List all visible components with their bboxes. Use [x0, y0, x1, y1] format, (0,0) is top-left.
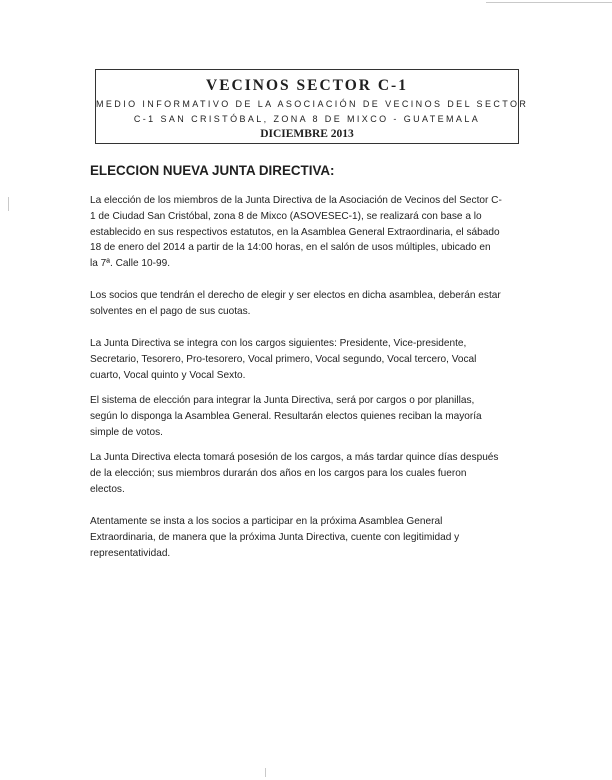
paragraph-line: electos.: [90, 483, 125, 495]
paragraph-line: establecido en sus respectivos estatutos, en la Asamblea General Extraordinaria, el sábado: [90, 226, 500, 238]
paragraph-line: 18 de enero del 2014 a partir de la 14:00 horas, en el salón de usos múltiples, ubicado en: [90, 242, 491, 254]
masthead-title: VECINOS SECTOR C-1: [206, 77, 408, 94]
paragraph-line: simple de votos.: [90, 426, 163, 438]
masthead-box: [95, 69, 529, 144]
paragraph: [90, 393, 536, 440]
paragraph-line: Atentamente se insta a los socios a participar en la próxima Asamblea General: [90, 516, 443, 527]
masthead-date: DICIEMBRE 2013: [260, 128, 354, 140]
paragraph-line: El sistema de elección para integrar la Junta Directiva, será por cargos o por planillas,: [90, 395, 475, 406]
paragraph-line: Los socios que tendrán el derecho de elegir y ser electos en dicha asamblea, deberán estar: [90, 290, 501, 301]
scan-artifact-bottom: [265, 768, 266, 777]
paragraph: [90, 514, 536, 561]
paragraph: [90, 336, 536, 383]
paragraph-line: la 7ª. Calle 10-99.: [90, 258, 171, 270]
paragraph-line: de la elección; sus miembros durarán dos años en los cargos para los cuales fueron: [90, 467, 467, 479]
paragraph-line: solventes en el pago de sus cuotas.: [90, 305, 251, 317]
paragraph-line: La elección de los miembros de la Junta Directiva de la Asociación de Vecinos del Sector C-: [90, 195, 502, 206]
paragraph-line: Extraordinaria, de manera que la próxima Junta Directiva, cuente con legitimidad y: [90, 531, 460, 543]
article-heading: ELECCION NUEVA JUNTA DIRECTIVA:: [90, 163, 335, 178]
paragraph-line: 1 de Ciudad San Cristóbal, zona 8 de Mixco (ASOVESEC-1), se realizará con base a lo: [90, 210, 482, 222]
paragraph-line: cuarto, Vocal quinto y Vocal Sexto.: [90, 369, 246, 381]
paragraph: [90, 193, 536, 272]
scan-artifact-top: [486, 2, 612, 3]
paragraph-line: La Junta Directiva se integra con los cargos siguientes: Presidente, Vice-presidente,: [90, 338, 467, 349]
paragraph-line: Secretario, Tesorero, Pro-tesorero, Vocal primero, Vocal segundo, Vocal tercero, Vocal: [90, 353, 477, 365]
masthead-subtitle-line-1: MEDIO INFORMATIVO DE LA ASOCIACIÓN DE VECINOS DEL SECTOR: [96, 99, 529, 109]
paragraph: [90, 288, 536, 320]
scan-artifact-left: [8, 197, 9, 211]
paragraph-line: La Junta Directiva electa tomará posesión de los cargos, a más tardar quince días después: [90, 452, 499, 463]
paragraph-line: representatividad.: [90, 547, 171, 559]
masthead-subtitle-line-2: C-1 SAN CRISTÓBAL, ZONA 8 DE MIXCO - GUATEMALA: [133, 114, 481, 124]
paragraph: [90, 450, 536, 497]
paragraph-line: según lo disponga la Asamblea General. Resultarán electos quienes reciban la mayoría: [90, 410, 482, 422]
